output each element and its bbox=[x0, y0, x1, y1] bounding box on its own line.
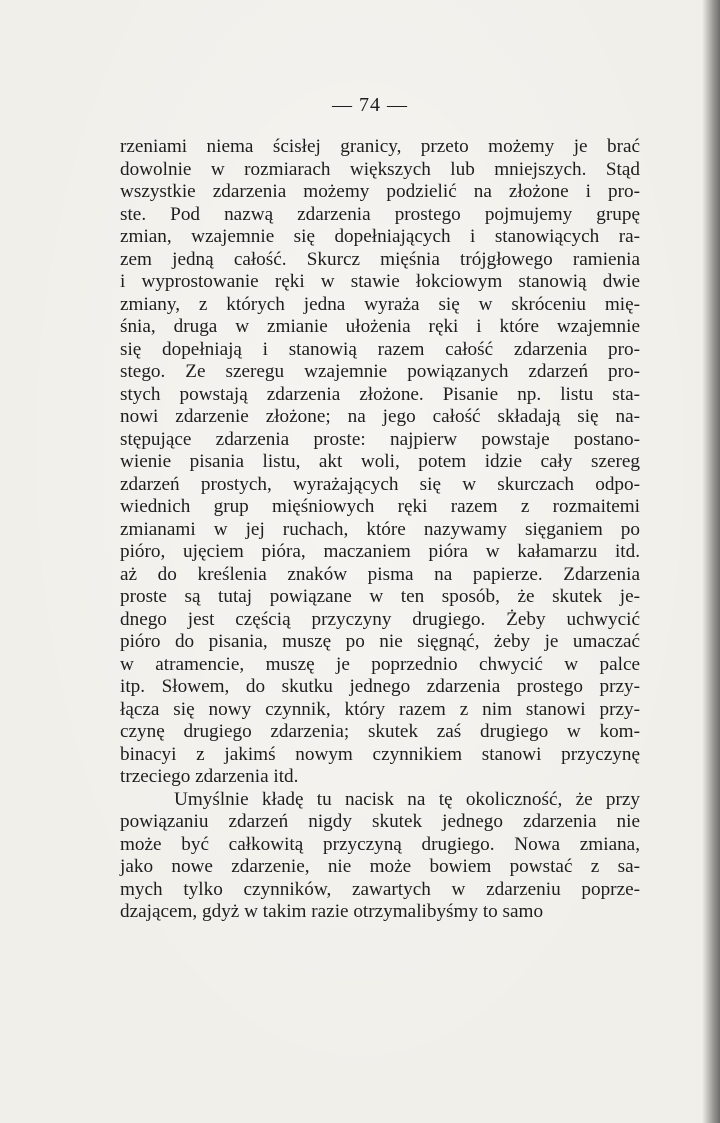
paragraph bbox=[120, 789, 640, 924]
text-line: zmiany, z których jedna wyraża się w skróceniu mię- bbox=[120, 293, 640, 315]
text-line: stych powstają zdarzenia złożone. Pisanie np. listu sta- bbox=[120, 383, 640, 405]
text-line: mych tylko czynników, zawartych w zdarzeniu poprze- bbox=[120, 878, 640, 900]
text-line: się dopełniają i stanowią razem całość zdarzenia pro- bbox=[120, 338, 640, 360]
text-line: dowolnie w rozmiarach większych lub mniejszych. Stąd bbox=[120, 158, 640, 180]
text-line: zdarzeń prostych, wyrażających się w skurczach odpo- bbox=[120, 473, 640, 495]
text-line: wszystkie zdarzenia możemy podzielić na złożone i pro- bbox=[120, 181, 640, 202]
text-line: pióro do pisania, muszę po nie sięgnąć, żeby je umaczać bbox=[120, 631, 640, 652]
text-line: wienie pisania listu, akt woli, potem idzie cały szereg bbox=[120, 451, 640, 472]
text-line: trzeciego zdarzenia itd. bbox=[120, 766, 299, 787]
text-line: proste są tutaj powiązane w ten sposób, że skutek je- bbox=[120, 586, 640, 607]
text-line: może być całkowitą przyczyną drugiego. Nowa zmiana, bbox=[120, 833, 640, 855]
text-line: zmian, wzajemnie się dopełniających i stanowiących ra- bbox=[120, 226, 640, 247]
page-edge-shadow bbox=[702, 0, 720, 1123]
text-line: binacyi z jakimś nowym czynnikiem stanowi przyczynę bbox=[120, 743, 640, 765]
text-line: łącza się nowy czynnik, który razem z nim stanowi przy- bbox=[120, 698, 640, 720]
text-line: czynę drugiego zdarzenia; skutek zaś drugiego w kom- bbox=[120, 721, 640, 742]
text-line: wiednich grup mięśniowych ręki razem z rozmaitemi bbox=[120, 496, 640, 517]
paragraph bbox=[120, 136, 640, 789]
text-line: stego. Ze szeregu wzajemnie powiązanych zdarzeń pro- bbox=[120, 361, 640, 382]
text-line: i wyprostowanie ręki w stawie łokciowym stanowią dwie bbox=[120, 271, 640, 292]
text-line: zem jedną całość. Skurcz mięśnia trójgłowego ramienia bbox=[120, 248, 640, 270]
text-line: jako nowe zdarzenie, nie może bowiem powstać z sa- bbox=[120, 856, 640, 877]
text-line: Umyślnie kładę tu nacisk na tę okoliczność, że przy bbox=[174, 788, 640, 810]
text-line: zmianami w jej ruchach, które nazywamy sięganiem po bbox=[120, 518, 640, 540]
text-line: ste. Pod nazwą zdarzenia prostego pojmujemy grupę bbox=[120, 203, 640, 225]
text-line: nowi zdarzenie złożone; na jego całość składają się na- bbox=[120, 406, 640, 427]
text-line: dnego jest częścią przyczyny drugiego. Żeby uchwycić bbox=[120, 608, 640, 630]
text-line: stępujące zdarzenia proste: najpierw powstaje postano- bbox=[120, 428, 640, 450]
text-line: itp. Słowem, do skutku jednego zdarzenia prostego przy- bbox=[120, 676, 640, 697]
text-line: pióro, ujęciem pióra, maczaniem pióra w kałamarzu itd. bbox=[120, 541, 640, 562]
body-text bbox=[120, 136, 640, 924]
text-line: śnia, druga w zmianie ułożenia ręki i które wzajemnie bbox=[120, 316, 640, 337]
text-line: dzającem, gdyż w takim razie otrzymalibyśmy to samo bbox=[120, 901, 544, 922]
text-line: aż do kreślenia znaków pisma na papierze. Zdarzenia bbox=[120, 563, 640, 585]
text-line: w atramencie, muszę je poprzednio chwycić w palce bbox=[120, 653, 640, 675]
text-line: rzeniami niema ścisłej granicy, przeto możemy je brać bbox=[120, 136, 640, 157]
text-line: powiązaniu zdarzeń nigdy skutek jednego zdarzenia nie bbox=[120, 811, 640, 832]
page-number: — 74 — bbox=[332, 94, 408, 116]
